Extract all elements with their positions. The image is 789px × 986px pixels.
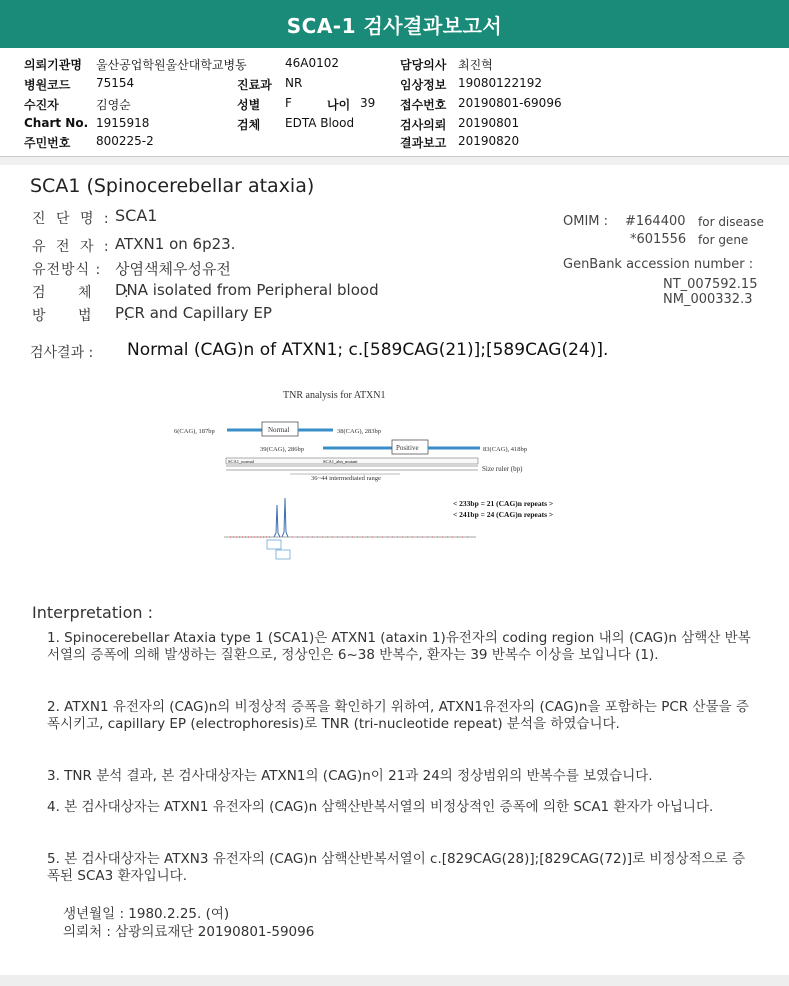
omim-disease-id: #164400 [625,214,686,229]
field-specimen-value: DNA isolated from Peripheral blood [115,281,379,299]
interpretation-item-4: 4. 본 검사대상자는 ATXN1 유전자의 (CAG)n 삼핵산반복서열의 비정상적인 증폭에 의한 SCA1 환자가 아닙니다. [47,799,714,815]
info-age: 나이 39 [327,96,376,112]
info-request-date: 검사의뢰 20190801 [400,116,520,132]
patient-info-panel [0,48,789,157]
svg-text:39(CAG), 286bp: 39(CAG), 286bp [260,446,305,453]
report-body [0,165,789,975]
svg-text:Positive: Positive [396,444,419,452]
omim-gene-label: for gene [698,233,749,247]
genbank-label: GenBank accession number : [563,257,754,272]
interpretation-item-2: 2. ATXN1 유전자의 (CAG)n의 비정상적 증폭을 확인하기 위하여, ATXN1유전자의 (CAG)n을 포함하는 PCR 산물을 증폭시키고, capillary EP (electrophoresis)로 TNR (tri-nucleotide repeat) 분석을 하였습니다. [47,699,749,732]
result-label: 검사결과 : [30,345,94,361]
field-inheritance-label: 유전방식 : [32,262,102,278]
figure-title: TNR analysis for ATXN1 [283,390,386,401]
info-chart-no: Chart No. 1915918 [24,116,150,130]
referral-info: 의뢰처 : 삼광의료재단 20190801-59096 [63,924,315,940]
genbank-id-2: NM_000332.3 [663,292,753,307]
field-diagnosis-label: 진 단 명 : [32,211,112,227]
interpretation-item-5: 5. 본 검사대상자는 ATXN3 유전자의 (CAG)n 삼핵산반복서열이 c.[829CAG(28)];[829CAG(72)]로 비정상적으로 증폭된 SCA3 환자입니다. [47,851,746,884]
svg-text:SCA1_abn_mutant: SCA1_abn_mutant [323,459,358,464]
info-clinical: 임상정보 19080122192 [400,76,542,92]
field-method-value: PCR and Capillary EP [115,304,272,322]
interpretation-item-3: 3. TNR 분석 결과, 본 검사대상자는 ATXN1의 (CAG)n이 21과 24의 정상범위의 반복수를 보였습니다. [47,768,653,784]
field-inheritance-value: 상염색체우성유전 [115,260,231,278]
field-method-label: 방 법 : [32,308,143,324]
info-report-date: 결과보고 20190820 [400,134,520,150]
info-hospital-code: 병원코드 75154 [24,76,135,92]
info-resident-no: 주민번호 800225-2 [24,134,154,150]
svg-text:6(CAG), 187bp: 6(CAG), 187bp [174,428,215,435]
birth-date: 생년월일 : 1980.2.25. (여) [63,906,230,922]
field-diagnosis-value: SCA1 [115,206,158,225]
omim-gene-id: *601556 [630,232,687,247]
report-subtitle: SCA1 (Spinocerebellar ataxia) [30,175,315,197]
info-code: 46A0102 [285,56,340,70]
info-accession: 접수번호 20190801-69096 [400,96,562,112]
field-specimen-label: 검 체 : [32,285,143,301]
svg-text:Size ruler (bp): Size ruler (bp) [482,465,523,473]
svg-text:< 241bp = 24 (CAG)n repeats >: < 241bp = 24 (CAG)n repeats > [453,510,554,519]
svg-text:36~44 intermediated range: 36~44 intermediated range [311,475,381,482]
result-value: Normal (CAG)n of ATXN1; c.[589CAG(21)];[589CAG(24)]. [127,340,609,360]
page-bottom-bar [0,975,789,986]
report-header [0,0,789,48]
report-title: SCA-1 검사결과보고서 [286,13,503,38]
info-patient-name: 수진자 김영순 [24,98,131,112]
interpretation-item-1: 1. Spinocerebellar Ataxia type 1 (SCA1)은 ATXN1 (ataxin 1)유전자의 coding region 내의 (CAG)n 삼핵산 반복서열의 증폭에 의해 발생하는 질환으로, 정상인은 6~38 반복수, 환자는 39 반복수 이상을 보입니다 (1). [47,630,751,663]
svg-text:Normal: Normal [268,426,290,434]
info-sex: 성별 F [237,96,292,112]
info-department: 진료과 NR [237,76,303,92]
omim-disease-label: for disease [698,215,764,229]
info-doctor: 담당의사 최진혁 [400,58,493,72]
genbank-id-1: NT_007592.15 [663,277,758,292]
field-gene-label: 유 전 자 : [32,239,112,255]
tnr-figure [170,380,620,570]
interpretation-heading: Interpretation : [32,603,153,622]
info-specimen: 검체 EDTA Blood [237,116,355,132]
svg-text:< 233bp = 21 (CAG)n repeats >: < 233bp = 21 (CAG)n repeats > [453,499,554,508]
svg-text:83(CAG), 418bp: 83(CAG), 418bp [483,446,528,453]
field-gene-value: ATXN1 on 6p23. [115,235,236,253]
svg-text:SCA1_normal: SCA1_normal [228,459,255,464]
section-divider [0,157,789,165]
svg-text:38(CAG), 283bp: 38(CAG), 283bp [337,428,382,435]
info-institution: 의뢰기관명 울산공업학원울산대학교병동 [24,58,247,72]
omim-label: OMIM : [563,214,609,229]
